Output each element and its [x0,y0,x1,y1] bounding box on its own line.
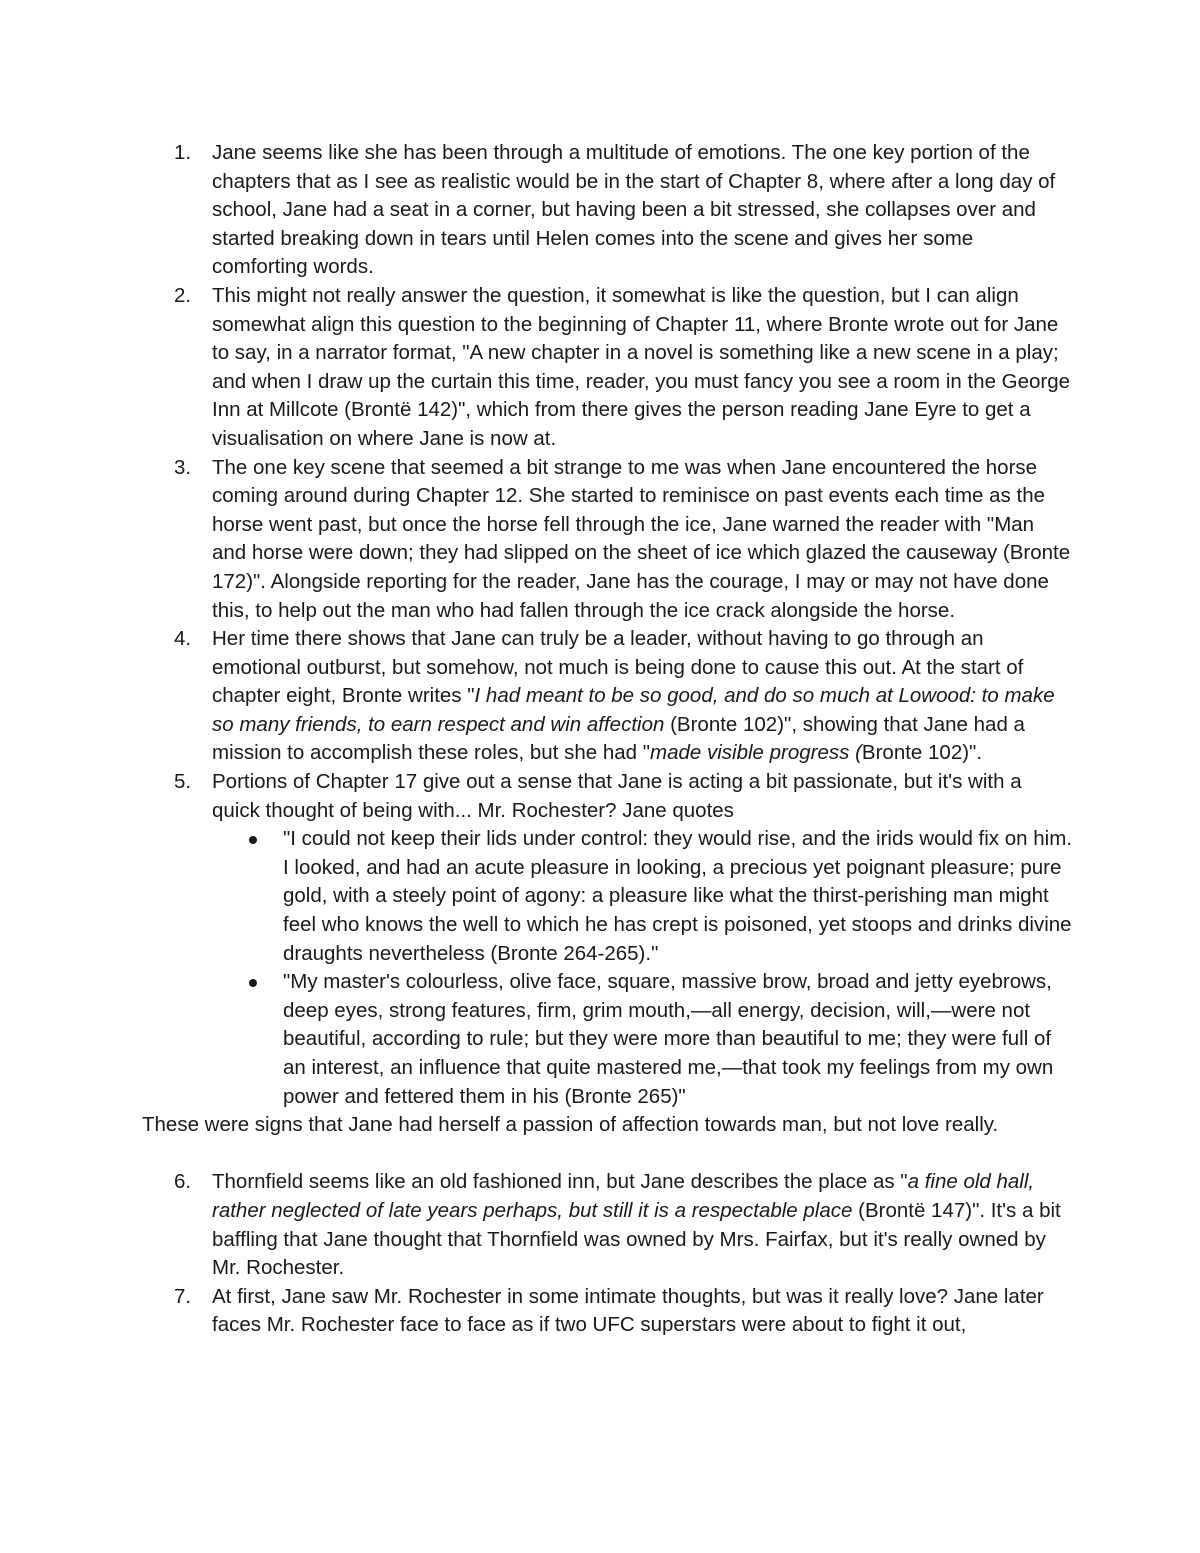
list-item-text: (Bronte 102)", showing that Jane had a mission to accomplish these roles, but she had " [212,712,1025,765]
closing-paragraph: These were signs that Jane had herself a passion of affection towards man, but not love really. [142,1113,999,1137]
list-item-2 [142,282,1072,454]
list-item-text: Jane seems like she has been through a multitude of emotions. The one key portion of the chapters that as I see as realistic would be in the start of Chapter 8, where after a long day of school, Jane had a seat in a corner, but having been a bit stressed, she collapses over and started breaking down in tears until Helen comes into the scene and gives her some comforting words. [212,141,1056,279]
italic-quote: a fine old hall, rather neglected of late years perhaps, but still it is a respectable place [212,1170,1035,1222]
bullet-icon [249,836,257,844]
list-item-5 [142,768,1072,825]
list-number: 4. [174,627,192,651]
bullet-item-2 [142,968,1072,1111]
list-item-text: (Brontë 147)". It's a bit baffling that Jane thought that Thornfield was owned by Mrs. Fairfax, but it's really owned by Mr. Rochester. [212,1198,1061,1280]
list-number: 5. [174,770,192,794]
list-item-text: Thornfield seems like an old fashioned inn, but Jane describes the place as " [212,1170,908,1194]
list-number: 1. [174,141,192,164]
list-number: 6. [174,1170,192,1194]
list-number: 2. [174,283,192,307]
bullet-item-1 [142,825,1072,968]
bullet-text: "My master's colourless, olive face, square, massive brow, broad and jetty eyebrows, deep eyes, strong features, firm, grim mouth,—all energy, decision, will,—were not beautiful, according to rule; but they were more than beautiful to me; they were full of an interest, an influence that quite mastered me,—that took my feelings from my own power and fettered them in his (Bronte 265)" [283,970,1054,1108]
list-item-text: Bronte 102)". [861,741,983,765]
list-item-6 [142,1168,1072,1282]
list-item-text: At first, Jane saw Mr. Rochester in some intimate thoughts, but was it really love? Jane later faces Mr. Rochester face to face as if two UFC superstars were about to fight it out, [212,1284,1044,1337]
list-item-text: Portions of Chapter 17 give out a sense that Jane is acting a bit passionate, but it's with a quick thought of being with... Mr. Rochester? Jane quotes [212,770,1022,822]
bullet-icon [249,979,257,987]
blank-line [142,1140,1072,1169]
document-body [142,139,1072,1340]
quote-bullet-list [142,825,1072,1111]
list-item-text: The one key scene that seemed a bit strange to me was when Jane encountered the horse coming around during Chapter 12. She started to reminisce on past events each time as the horse went past, but once the horse fell through the ice, Jane warned the reader with "Man and horse were down; they had slipped on the sheet of ice which glazed the causeway (Bronte 172)". Alongside reporting for the reader, Jane has the courage, I may or may not have done this, to help out the man who had fallen through the ice crack alongside the horse. [212,455,1071,622]
list-item-text: Her time there shows that Jane can truly be a leader, without having to go through an emotional outburst, but somehow, not much is being done to cause this out. At the start of chapter eight, Bronte writes " [212,627,1024,708]
list-item-7 [142,1283,1072,1340]
italic-quote: made visible progress ( [650,741,862,765]
italic-quote: I had meant to be so good, and do so much at Lowood: to make so many friends, to earn respect and win affection [212,684,1055,736]
list-item-3 [142,454,1072,626]
list-item-text: This might not really answer the question, it somewhat is like the question, but I can align somewhat align this question to the beginning of Chapter 11, where Bronte wrote out for Jane to say, in a narrator format, "A new chapter in a novel is something like a new scene in a play; and when I draw up the curtain this time, reader, you must fancy you see a room in the George Inn at Millcote (Brontë 142)", which from there gives the person reading Jane Eyre to get a visualisation on where Jane is now at. [212,283,1071,450]
bullet-text: "I could not keep their lids under control: they would rise, and the irids would fix on him. I looked, and had an acute pleasure in looking, a precious yet poignant pleasure; pure gold, with a steely point of agony: a pleasure like what the thirst-perishing man might feel who knows the well to which he has crept is poisoned, yet stoops and drinks divine draughts nevertheless (Bronte 264-265)." [283,827,1072,965]
list-item-4 [142,625,1072,768]
list-item-1 [142,139,1072,282]
list-number: 3. [174,455,192,479]
list-number: 7. [174,1284,192,1308]
